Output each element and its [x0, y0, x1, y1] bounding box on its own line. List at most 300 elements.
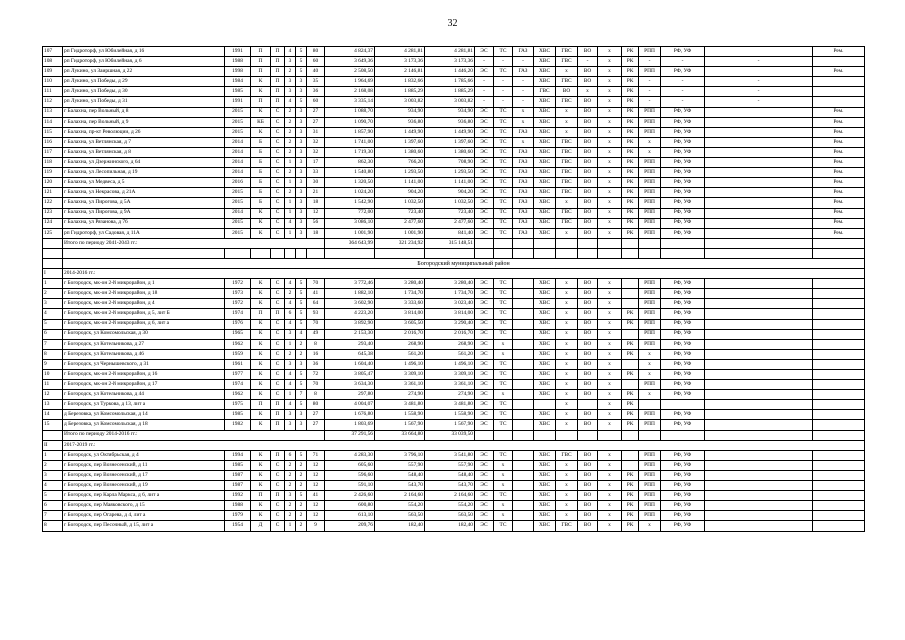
- period-total-label: Итого по периоду 2014-2016 гг.:: [63, 430, 325, 440]
- work-rem: [813, 511, 865, 521]
- floors: 3: [296, 218, 307, 228]
- row-number: 4: [43, 309, 63, 319]
- roof-type: С: [271, 370, 285, 380]
- year-built: 2015: [225, 117, 251, 127]
- work-x: х: [598, 470, 622, 480]
- work-vo: ВО: [578, 511, 598, 521]
- wall-type: К: [251, 450, 271, 460]
- work-ts: -: [494, 97, 513, 107]
- address: г Балахна, ул Рязанова, д 76: [63, 218, 225, 228]
- table-row: [43, 117, 865, 127]
- work-rpp: х: [639, 359, 661, 369]
- work-x: х: [598, 168, 622, 178]
- work-es: ЭС: [475, 349, 494, 359]
- total-area: 645,38: [325, 349, 375, 359]
- entrances: 4: [285, 218, 296, 228]
- work-gvs: х: [556, 299, 578, 309]
- work-rk: [622, 430, 639, 440]
- work-rpp: РПП: [639, 117, 661, 127]
- work-rf-uf: РФ, УФ: [661, 198, 705, 208]
- work-x: [598, 430, 622, 440]
- table-row: [43, 57, 865, 67]
- floors: 5: [296, 491, 307, 501]
- roof-type: П: [271, 309, 285, 319]
- work-x: х: [598, 460, 622, 470]
- work-vo: ВО: [578, 279, 598, 289]
- floors: 2: [296, 460, 307, 470]
- work-ts: ТС: [494, 370, 513, 380]
- address: г Богородск, ул Октябрьская, д 4: [63, 450, 225, 460]
- address: г Богородск, ул Котельникова, д 44: [63, 390, 225, 400]
- work-es: ЭС: [475, 188, 494, 198]
- address: г Богородск, мк-он 2-й микрорайон, д 5, лит Б: [63, 309, 225, 319]
- work-es: ЭС: [475, 228, 494, 238]
- work-hvs: [534, 400, 556, 410]
- table-row: [43, 390, 865, 400]
- floors: 5: [296, 370, 307, 380]
- work-gas: -: [513, 57, 534, 67]
- work-ts: ТС: [494, 299, 513, 309]
- work-hvs: ХВС: [534, 208, 556, 218]
- work-rpp: РПП: [639, 501, 661, 511]
- entrances: 1: [285, 228, 296, 238]
- work-rk: РК: [622, 309, 639, 319]
- work-rf-uf: РФ, УФ: [661, 188, 705, 198]
- apartments: 93: [307, 309, 325, 319]
- work-gvs: ГВС: [556, 178, 578, 188]
- wall-type: К: [251, 208, 271, 218]
- roof-type: П: [271, 87, 285, 97]
- blank-cell: [705, 178, 813, 188]
- work-rf-uf: РФ, УФ: [661, 47, 705, 57]
- total-area: 3 086,10: [325, 218, 375, 228]
- work-gas: х: [513, 137, 534, 147]
- living-area: 4 281,81: [375, 47, 425, 57]
- empty-cell: [578, 248, 598, 258]
- work-rk: [622, 359, 639, 369]
- roof-type: С: [271, 218, 285, 228]
- table-row: [43, 228, 865, 238]
- table-row: [43, 370, 865, 380]
- living-area: 934,90: [375, 107, 425, 117]
- year-built: 1962: [225, 339, 251, 349]
- year-built: 1976: [225, 319, 251, 329]
- apartments: 30: [307, 178, 325, 188]
- roof-type: С: [271, 359, 285, 369]
- living-area: 1 734,70: [375, 289, 425, 299]
- total-area: 3 772,46: [325, 279, 375, 289]
- blank-cell: [705, 299, 813, 309]
- entrances: 3: [285, 57, 296, 67]
- roof-type: П: [271, 410, 285, 420]
- entrances: 2: [285, 117, 296, 127]
- work-gvs: [556, 238, 578, 248]
- work-rf-uf: [661, 430, 705, 440]
- address: г Богородск, ул Котельникова, д 46: [63, 349, 225, 359]
- work-vo: ВО: [578, 359, 598, 369]
- residential-area: 3 023,40: [425, 299, 475, 309]
- living-area: 1 832,66: [375, 77, 425, 87]
- living-area: 1 293,50: [375, 168, 425, 178]
- entrances: 3: [285, 359, 296, 369]
- floors: 2: [296, 481, 307, 491]
- work-vo: ВО: [578, 319, 598, 329]
- work-rf-uf: РФ, УФ: [661, 410, 705, 420]
- work-hvs: ГВС: [534, 87, 556, 97]
- living-area: 2 477,60: [375, 218, 425, 228]
- work-rk: РК: [622, 511, 639, 521]
- table-row: [43, 47, 865, 57]
- work-es: -: [475, 87, 494, 97]
- work-hvs: ХВС: [534, 198, 556, 208]
- work-rem: Рем.: [813, 188, 865, 198]
- empty-cell: [271, 248, 285, 258]
- total-area: 1 542,90: [325, 198, 375, 208]
- work-gas: ГАЗ: [513, 178, 534, 188]
- work-x: х: [598, 107, 622, 117]
- entrances: 3: [285, 77, 296, 87]
- work-es: ЭС: [475, 400, 494, 410]
- work-rpp: РПП: [639, 420, 661, 430]
- apartments: 8: [307, 390, 325, 400]
- roof-type: С: [271, 279, 285, 289]
- work-gvs: ГВС: [556, 97, 578, 107]
- work-rf-uf: РФ, УФ: [661, 228, 705, 238]
- work-rpp: РПП: [639, 491, 661, 501]
- wall-type: П: [251, 309, 271, 319]
- work-ts: ТС: [494, 400, 513, 410]
- work-es: ЭС: [475, 329, 494, 339]
- total-area: 3 634,30: [325, 380, 375, 390]
- work-hvs: [534, 238, 556, 248]
- row-number: [43, 430, 63, 440]
- work-rf-uf: РФ, УФ: [661, 501, 705, 511]
- work-gas: [513, 319, 534, 329]
- year-built: 1962: [225, 390, 251, 400]
- work-rk: РК: [622, 339, 639, 349]
- apartments: 31: [307, 127, 325, 137]
- work-gvs: х: [556, 420, 578, 430]
- entrances: 1: [285, 521, 296, 531]
- total-area: 772,00: [325, 208, 375, 218]
- table-row: [43, 77, 865, 87]
- row-number: 5: [43, 319, 63, 329]
- living-area: 1 380,60: [375, 147, 425, 157]
- table-row: [43, 380, 865, 390]
- work-x: х: [598, 178, 622, 188]
- living-area: 1 558,90: [375, 410, 425, 420]
- empty-cell: [475, 248, 494, 258]
- work-rem: Рем.: [813, 117, 865, 127]
- apartments: 8: [307, 339, 325, 349]
- wall-type: К: [251, 279, 271, 289]
- blank-cell: [705, 309, 813, 319]
- work-gas: ГАЗ: [513, 218, 534, 228]
- residential-area: 1 567,90: [425, 420, 475, 430]
- period-total-row: [43, 430, 865, 440]
- work-ts: -: [494, 87, 513, 97]
- apartments: 70: [307, 319, 325, 329]
- row-number: 11: [43, 380, 63, 390]
- work-es: ЭС: [475, 158, 494, 168]
- work-x: х: [598, 57, 622, 67]
- work-vo: ВО: [578, 380, 598, 390]
- blank-cell: [705, 238, 813, 248]
- work-gas: [513, 380, 534, 390]
- work-vo: ВО: [578, 158, 598, 168]
- residential-area: 3 290,40: [425, 319, 475, 329]
- entrances: 3: [285, 491, 296, 501]
- work-gvs: ГВС: [556, 521, 578, 531]
- wall-type: К: [251, 289, 271, 299]
- work-ts: ТС: [494, 218, 513, 228]
- year-built: 1987: [225, 470, 251, 480]
- work-rk: РК: [622, 97, 639, 107]
- blank-cell: [705, 380, 813, 390]
- work-gas: [513, 299, 534, 309]
- work-rem: [813, 339, 865, 349]
- work-rem: [813, 289, 865, 299]
- work-x: х: [598, 349, 622, 359]
- blank-cell: [705, 158, 813, 168]
- work-vo: [578, 400, 598, 410]
- work-es: ЭС: [475, 309, 494, 319]
- total-area: 1 001,90: [325, 228, 375, 238]
- work-es: ЭС: [475, 299, 494, 309]
- work-rf-uf: РФ, УФ: [661, 147, 705, 157]
- work-rpp: РПП: [639, 208, 661, 218]
- work-gvs: х: [556, 460, 578, 470]
- work-gvs: х: [556, 117, 578, 127]
- work-vo: ВО: [578, 218, 598, 228]
- floors: 3: [296, 137, 307, 147]
- wall-type: П: [251, 97, 271, 107]
- empty-cell: [622, 248, 639, 258]
- empty-cell: [513, 248, 534, 258]
- work-vo: ВО: [578, 47, 598, 57]
- work-hvs: [534, 430, 556, 440]
- table-row: [43, 481, 865, 491]
- work-gvs: ГВС: [556, 137, 578, 147]
- roof-type: С: [271, 127, 285, 137]
- row-number: 117: [43, 147, 63, 157]
- work-gvs: ГВС: [556, 218, 578, 228]
- work-gas: [513, 430, 534, 440]
- year-built: 2015: [225, 218, 251, 228]
- empty-cell: [534, 248, 556, 258]
- blank-cell: [705, 329, 813, 339]
- work-rk: [622, 329, 639, 339]
- total-area: 1 024,20: [325, 188, 375, 198]
- residential-area: 3 814,00: [425, 309, 475, 319]
- wall-type: П: [251, 47, 271, 57]
- work-rem: Рем.: [813, 198, 865, 208]
- work-x: х: [598, 228, 622, 238]
- work-es: ЭС: [475, 501, 494, 511]
- work-ts: ТС: [494, 67, 513, 77]
- work-vo: ВО: [578, 501, 598, 511]
- work-rk: РК: [622, 127, 639, 137]
- work-x: [598, 238, 622, 248]
- table-row: [43, 299, 865, 309]
- apartments: 21: [307, 188, 325, 198]
- roof-type: С: [271, 390, 285, 400]
- work-rpp: РПП: [639, 168, 661, 178]
- apartments: 71: [307, 450, 325, 460]
- work-rpp: х: [639, 521, 661, 531]
- work-rpp: РПП: [639, 127, 661, 137]
- work-ts: ТС: [494, 420, 513, 430]
- table-row: [43, 218, 865, 228]
- work-es: ЭС: [475, 319, 494, 329]
- residential-area: 3 003,82: [425, 97, 475, 107]
- work-ts: ТС: [494, 491, 513, 501]
- row-number: 120: [43, 178, 63, 188]
- living-area: 1 032,50: [375, 198, 425, 208]
- work-rpp: РПП: [639, 279, 661, 289]
- year-built: 1992: [225, 491, 251, 501]
- residential-area: 1 734,70: [425, 289, 475, 299]
- work-gvs: х: [556, 319, 578, 329]
- blank-cell: [705, 208, 813, 218]
- work-rk: РК: [622, 168, 639, 178]
- roof-type: С: [271, 299, 285, 309]
- residential-area: 3 361,10: [425, 380, 475, 390]
- work-es: ЭС: [475, 168, 494, 178]
- work-es: ЭС: [475, 420, 494, 430]
- work-gas: ГАЗ: [513, 228, 534, 238]
- work-vo: ВО: [578, 178, 598, 188]
- address: г Богородск, мк-он 2-й микрорайон, д 1: [63, 279, 225, 289]
- blank-cell: [705, 430, 813, 440]
- work-rf-uf: РФ, УФ: [661, 339, 705, 349]
- entrances: 2: [285, 289, 296, 299]
- work-rf-uf: РФ, УФ: [661, 117, 705, 127]
- work-rk: РК: [622, 470, 639, 480]
- work-hvs: ХВС: [534, 359, 556, 369]
- work-rem: [813, 299, 865, 309]
- wall-type: К: [251, 218, 271, 228]
- work-hvs: ХВС: [534, 188, 556, 198]
- living-area: 182,40: [375, 521, 425, 531]
- work-hvs: ХВС: [534, 390, 556, 400]
- residential-area: 934,90: [425, 107, 475, 117]
- entrances: 2: [285, 188, 296, 198]
- entrances: 6: [285, 309, 296, 319]
- wall-type: К: [251, 127, 271, 137]
- blank-cell: -: [705, 77, 813, 87]
- period-title: 2014-2016 гг.:: [63, 269, 865, 279]
- year-built: 1977: [225, 370, 251, 380]
- empty-cell: [425, 248, 475, 258]
- row-number: 12: [43, 390, 63, 400]
- work-es: ЭС: [475, 107, 494, 117]
- work-ts: ТС: [494, 228, 513, 238]
- roof-type: С: [271, 198, 285, 208]
- work-hvs: ХВС: [534, 511, 556, 521]
- work-x: х: [598, 299, 622, 309]
- apartments: 18: [307, 198, 325, 208]
- work-rpp: РПП: [639, 511, 661, 521]
- work-hvs: ХВС: [534, 501, 556, 511]
- table-row: [43, 147, 865, 157]
- roof-type: С: [271, 329, 285, 339]
- address: г Балахна, ул Пирогова, д 9А: [63, 208, 225, 218]
- table-row: [43, 460, 865, 470]
- work-rk: РК: [622, 228, 639, 238]
- entrances: 3: [285, 329, 296, 339]
- work-gvs: х: [556, 107, 578, 117]
- work-rpp: РПП: [639, 329, 661, 339]
- work-x: х: [598, 319, 622, 329]
- residential-area: 1 885,29: [425, 87, 475, 97]
- work-ts: ТС: [494, 198, 513, 208]
- floors: 2: [296, 501, 307, 511]
- total-area: 4 004,07: [325, 400, 375, 410]
- total-area: 1 604,40: [325, 359, 375, 369]
- work-ts: х: [494, 481, 513, 491]
- work-es: ЭС: [475, 279, 494, 289]
- table-row: [43, 450, 865, 460]
- work-rpp: РПП: [639, 178, 661, 188]
- address: рп Лукино, ул Победы, д 29: [63, 77, 225, 87]
- living-area: 548,40: [375, 470, 425, 480]
- year-built: 2015: [225, 228, 251, 238]
- work-rk: РК: [622, 57, 639, 67]
- work-gas: [513, 420, 534, 430]
- residential-area: 1 558,90: [425, 410, 475, 420]
- living-area: 561,20: [375, 349, 425, 359]
- blank-cell: -: [705, 97, 813, 107]
- address: рп Лукино, ул Победы, д 31: [63, 97, 225, 107]
- work-ts: ТС: [494, 188, 513, 198]
- living-area: 3 605,50: [375, 319, 425, 329]
- work-gvs: [556, 430, 578, 440]
- living-area: 1 449,90: [375, 127, 425, 137]
- work-gvs: ВО: [556, 87, 578, 97]
- work-es: -: [475, 77, 494, 87]
- work-rpp: РПП: [639, 188, 661, 198]
- residential-area: 1 397,60: [425, 137, 475, 147]
- row-number: 8: [43, 349, 63, 359]
- wall-type: Б: [251, 188, 271, 198]
- work-hvs: ХВС: [534, 309, 556, 319]
- blank-cell: -: [705, 87, 813, 97]
- wall-type: П: [251, 400, 271, 410]
- work-hvs: ХВС: [534, 117, 556, 127]
- blank-cell: [705, 279, 813, 289]
- floors: 5: [296, 47, 307, 57]
- blank-cell: [705, 420, 813, 430]
- work-gas: [513, 359, 534, 369]
- row-number: 1: [43, 279, 63, 289]
- work-rem: [813, 309, 865, 319]
- row-number: 3: [43, 470, 63, 480]
- blank-cell: -: [705, 57, 813, 67]
- entrances: 1: [285, 158, 296, 168]
- roof-type: С: [271, 168, 285, 178]
- work-rk: РК: [622, 188, 639, 198]
- entrances: 4: [285, 319, 296, 329]
- work-gvs: х: [556, 279, 578, 289]
- work-rpp: РПП: [639, 470, 661, 480]
- total-area-sum: 364 643,99: [325, 238, 375, 248]
- floors: 3: [296, 107, 307, 117]
- address: рп Гидроторф, ул Юбилейная, д 16: [63, 47, 225, 57]
- work-rpp: РПП: [639, 450, 661, 460]
- work-hvs: ХВС: [534, 410, 556, 420]
- apartments: 60: [307, 57, 325, 67]
